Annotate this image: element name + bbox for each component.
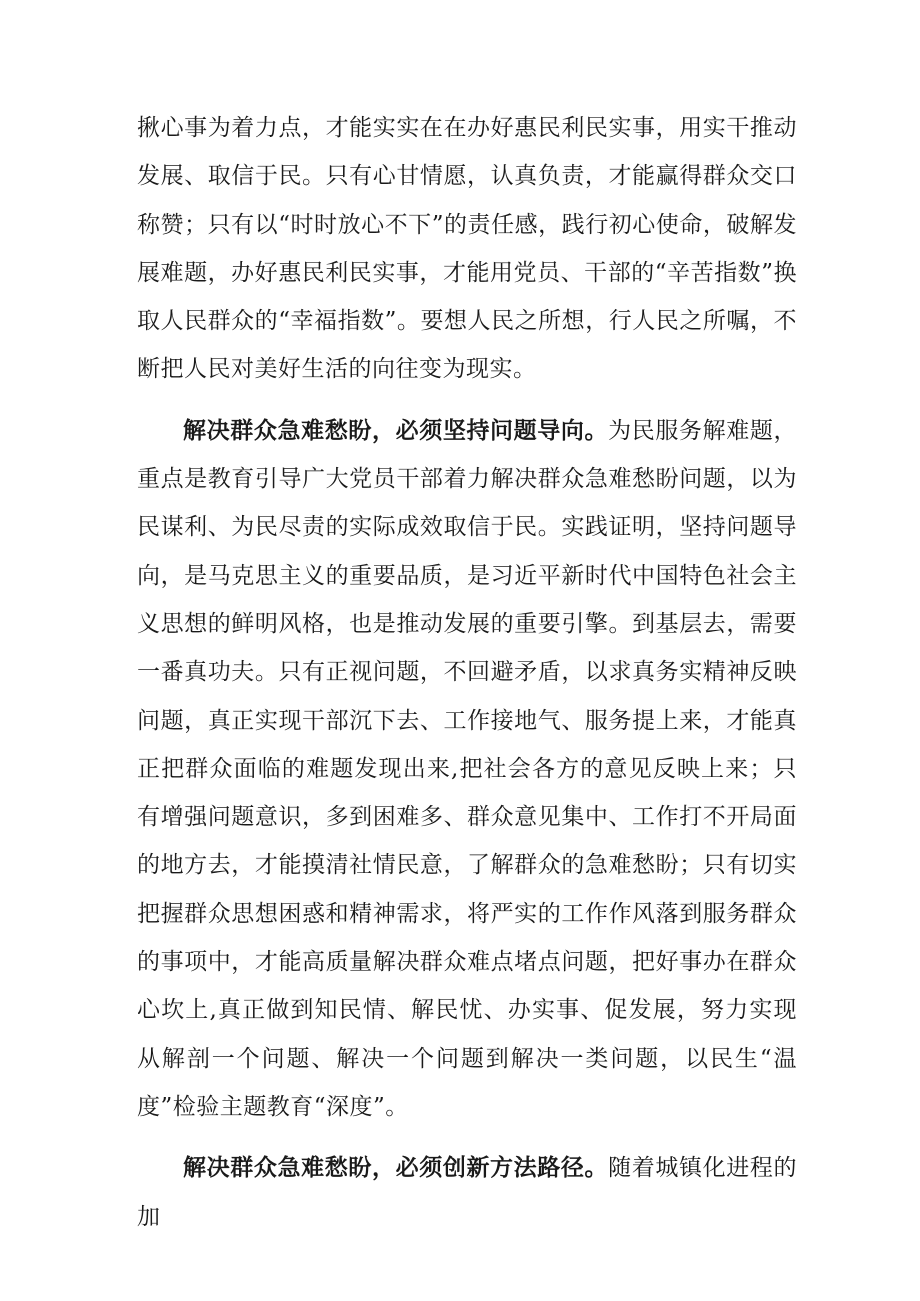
- paragraph-innovative-methods: [137, 1144, 797, 1241]
- document-page: [137, 104, 797, 1241]
- paragraph-lead: 解决群众急难愁盼，必须坚持问题导向。: [183, 416, 609, 444]
- paragraph-body: 随着城镇化进程的加: [137, 1155, 798, 1230]
- paragraph-body: 揪心事为着力点，才能实实在在办好惠民利民实事，用实干推动发展、取信于民。只有心甘情愿，认真负责，才能赢得群众交口称赞；只有以“时时放心不下”的责任感，践行初心使命，破解发展难题，办好惠民利民实事，才能用党员、干部的“辛苦指数”换取人民群众的“幸福指数”。要想人民之所想，行人民之所嘱，不断把人民对美好生活的向往变为现实。: [137, 115, 797, 383]
- paragraph-body: 为民服务解难题，重点是教育引导广大党员干部着力解决群众急难愁盼问题，以为民谋利、为民尽责的实际成效取信于民。实践证明，坚持问题导向，是马克思主义的重要品质，是习近平新时代中国特色社会主义思想的鲜明风格，也是推动发展的重要引擎。到基层去，需要一番真功夫。只有正视问题，不回避矛盾，以求真务实精神反映问题，真正实现干部沉下去、工作接地气、服务提上来，才能真正把群众面临的难题发现出来,把社会各方的意见反映上来；只有增强问题意识，多到困难多、群众意见集中、工作打不开局面的地方去，才能摸清社情民意，了解群众的急难愁盼；只有切实把握群众思想困惑和精神需求，将严实的工作作风落到服务群众的事项中，才能高质量解决群众难点堵点问题，把好事办在群众心坎上,真正做到知民情、解民忧、办实事、促发展，努力实现从解剖一个问题、解决一个问题到解决一类问题，以民生“温度”检验主题教育“深度”。: [137, 417, 798, 1120]
- paragraph-problem-orientation: [137, 407, 797, 1131]
- paragraph-continuation: [137, 104, 797, 394]
- paragraph-lead: 解决群众急难愁盼，必须创新方法路径。: [183, 1154, 609, 1182]
